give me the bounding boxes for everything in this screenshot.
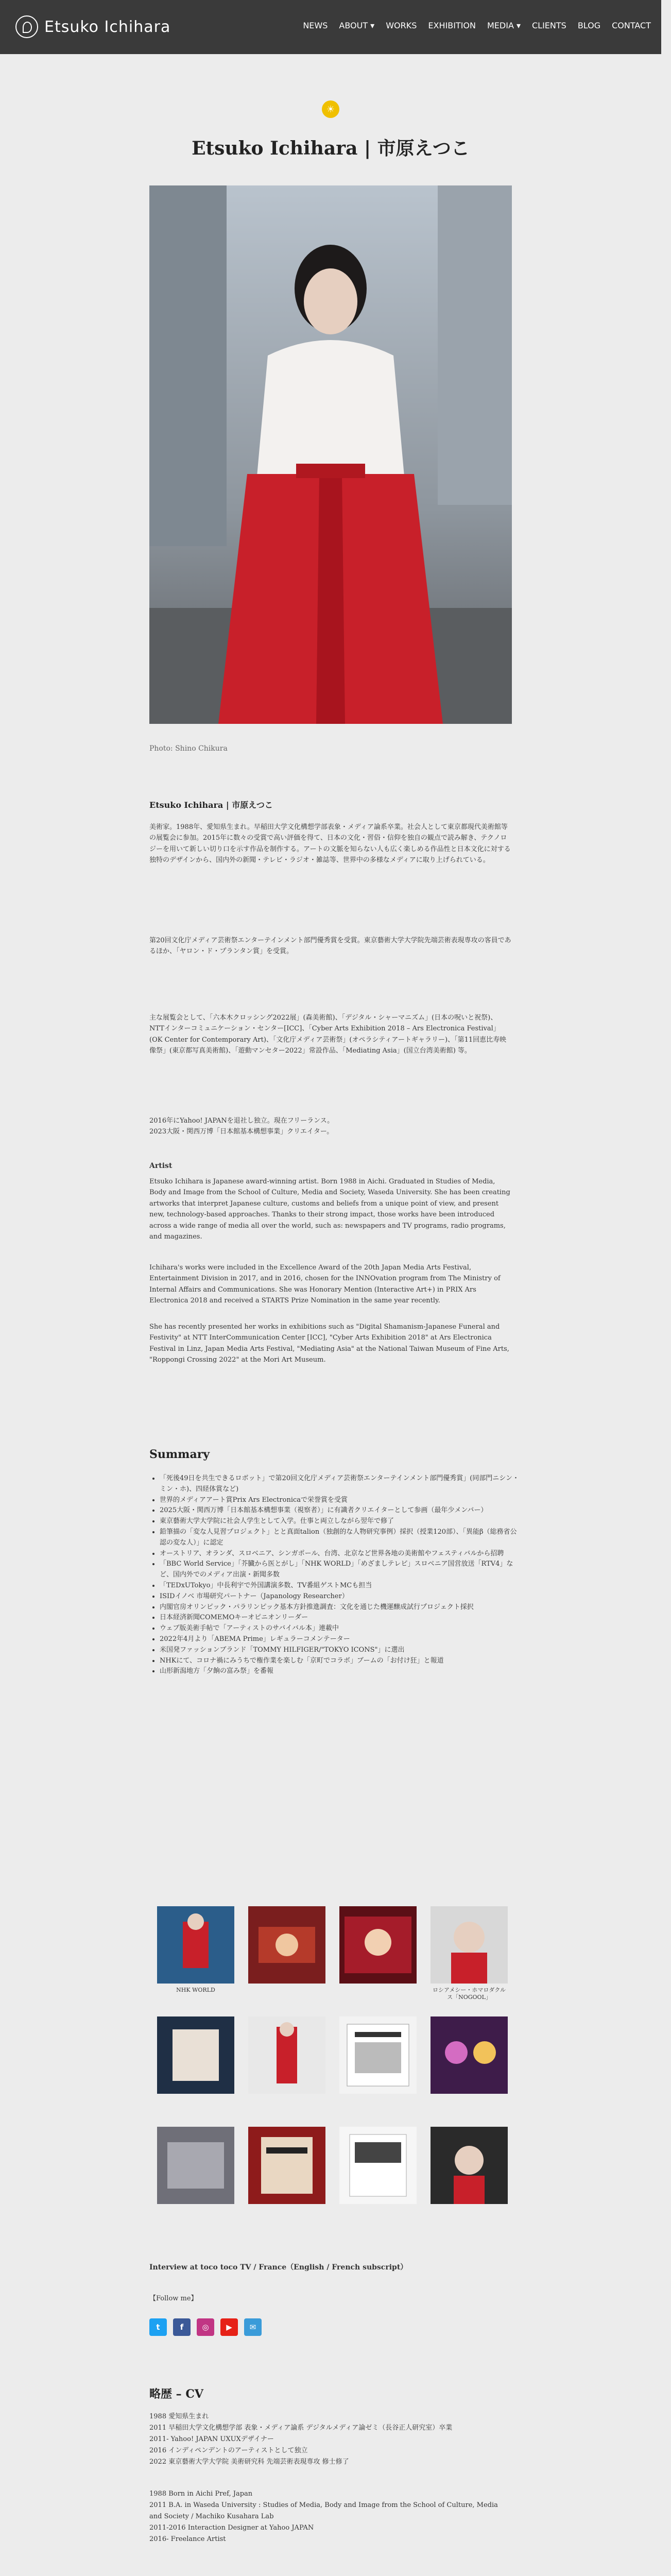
- summary-item: • ウェブ版美術手帖で「アーティストのサバイバル本」連載中: [160, 1623, 522, 1634]
- gallery-caption: ロシアメシー・ホマロダクルス「NOGOOL」: [432, 1987, 506, 2001]
- page-title: Etsuko Ichihara | 市原えつこ: [192, 138, 470, 159]
- gallery-image: [339, 2127, 417, 2204]
- gallery-thumb[interactable]: [157, 2127, 234, 2222]
- gallery-thumb[interactable]: [339, 2016, 417, 2111]
- mail-icon[interactable]: ✉: [244, 2318, 262, 2336]
- gallery-caption: NHK WORLD: [176, 1987, 215, 1993]
- summary-item: • ISIDイノベ 市場研究パートナー（Japanology Researcher）: [160, 1591, 522, 1602]
- summary-item: • 「BBC World Service」「芥臓から医とがし」「NHK WORLD」「めざましテレビ」スロベニア国営放送「RTV4」など、国内外でのメディア出演・新聞多数: [160, 1559, 522, 1581]
- summary-item: • 日本経済新聞COMEMOキーオピニオンリーダー: [160, 1613, 522, 1623]
- cv-jp-item: 1988 愛知県生まれ: [149, 2413, 209, 2420]
- hero-portrait-photo: [149, 185, 512, 724]
- cv-jp-item: 2016 インディペンデントのアーティストとして独立: [149, 2447, 308, 2455]
- summary-list: [149, 1473, 522, 1677]
- gallery-image: [157, 1906, 234, 1984]
- bio-paragraph-6: Ichihara's works were included in the Excellence Award of the 20th Japan Media Arts Festival, Entertainment Division in 2017, and in 2016, chosen for the INNOvation program from The Ministry of Internal Affairs and Communications. She was Honorary Mention (Interactive Art+) in PRIX Ars Electronica 2018 and received a STARTS Prize Nomination in the same year recently.: [149, 1264, 501, 1305]
- nav-blog[interactable]: BLOG: [577, 21, 601, 30]
- summary-item: • 「死後49日を共生できるロボット」で第20回文化庁メディア芸術祭エンターテインメント部門優秀賞」(同部門ニシン・ミン・ホ)、四経体賞など): [160, 1473, 522, 1495]
- bio-paragraph-2: 第20回文化庁メディア芸術祭エンターテインメント部門優秀賞を受賞。東京藝術大学大学院先端芸術表現専攻の客員であるほか、「ヤロン・ド・プランタン賞」を受賞。: [149, 937, 511, 956]
- bio-paragraph-3: 主な展覧会として、「六本木クロッシング2022展」(森美術館)、「デジタル・シャーマニズム」(日本の呪いと祝祭)、NTTインターコミュニケーション・センター[ICC]、「Cyber Arts Exhibition 2018 – Ars Electronica Festival」(OK Center for Contemporary Art)、「文化庁メディア芸術祭」(オペラシティアートギャラリー)、「第11回恵比寿映像祭」(東京都写真美術館)、「遊動マンセター2022」常設作品、「Mediating Asia」(国立台湾美術館) 等。: [149, 1014, 507, 1055]
- gallery-caption: [157, 2207, 234, 2222]
- gallery-thumb[interactable]: [157, 1906, 234, 2001]
- main-content: [0, 54, 661, 2576]
- gallery-caption: [339, 1987, 417, 2001]
- summary-heading: Summary: [149, 1448, 210, 1461]
- bio-name: Etsuko Ichihara | 市原えつこ: [149, 800, 273, 810]
- gallery-caption: [157, 2097, 234, 2111]
- gallery-thumb[interactable]: [339, 1906, 417, 2001]
- twitter-icon[interactable]: t: [149, 2318, 167, 2336]
- gallery-image: [157, 2127, 234, 2204]
- gallery-thumb[interactable]: [339, 2127, 417, 2222]
- artist-heading: Artist: [149, 1162, 173, 1170]
- nav-clients[interactable]: CLIENTS: [532, 21, 566, 30]
- site-header: [0, 0, 661, 54]
- nav-media[interactable]: MEDIA ▾: [487, 21, 521, 30]
- facebook-icon[interactable]: f: [173, 2318, 191, 2336]
- summary-item: • 東京藝術大学大学院に社会人学生として入学。仕事と両立しながら翌年で修了: [160, 1516, 522, 1527]
- youtube-icon[interactable]: ▶: [220, 2318, 238, 2336]
- gallery-image: [248, 1906, 325, 1984]
- bio-paragraph-7: She has recently presented her works in exhibitions such as "Digital Shamanism-Japanese Funeral and Festivity" at NTT InterCommunication Center [ICC], "Cyber Arts Exhibition 2018" at Ars Electronica Festival in Linz, Japan Media Arts Festival, "Mediating Asia" at the National Taiwan Museum of Fine Arts, "Roppongi Crossing 2022" at the Mori Art Museum.: [149, 1323, 509, 1364]
- bio-paragraph-1: 美術家。1988年、愛知県生まれ。早稲田大学文化構想学部表象・メディア論系卒業。社会人として東京都現代美術館等の展覧会に参加。2015年に数々の受賞で高い評価を得て、日本の文化・習俗・信仰を独自の観点で読み解き、テクノロジーを用いて新しい切り口を示す作品を制作する。アートの文脈を知らない人も広く楽しめる作品性と日本文化に対する独特のデザインから、国内外の新聞・テレビ・ラジオ・雑誌等、世界中の多様なメディアに取り上げられている。: [149, 823, 511, 865]
- bio-paragraph-5: Etsuko Ichihara is Japanese award-winning artist. Born 1988 in Aichi. Graduated in Studies of Media, Body and Image from the School of Culture, Media and Society, Waseda University. She has been creating artworks that interpret Japanese culture, customs and beliefs from a unique point of view, and present new, technology-based approaches. Thanks to their strong impact, those works have been introduced across a wide range of media all over the world, such as: newspapers and TV programs, radio programs, and magazines.: [149, 1178, 510, 1241]
- gallery-thumb[interactable]: [431, 2127, 508, 2222]
- interview-title[interactable]: Interview at toco toco TV / France（English / French subscript）: [149, 2263, 408, 2272]
- main-nav: [303, 21, 651, 30]
- gallery-image: [339, 2016, 417, 2094]
- summary-item: • NHKにて、コロナ禍にみうちで権作業を楽しむ「京町でコラボ」ブームの「お付け狂」と報道: [160, 1656, 522, 1667]
- summary-item: • 山形新潟地方「夕餉の富み祭」を番報: [160, 1666, 522, 1677]
- cv-en-item: 2011 B.A. in Waseda University : Studies of Media, Body and Image from the School of Culture, Media and Society / Machiko Kusahara Lab: [149, 2501, 498, 2521]
- nav-works[interactable]: WORKS: [386, 21, 417, 30]
- summary-item: • オーストリア、オランダ、スロベニア、シンガポール、台湾、北京など世界各地の美術館やフェスティバルから招聘: [160, 1549, 522, 1560]
- nav-news[interactable]: NEWS: [303, 21, 328, 30]
- gallery-image: [157, 2016, 234, 2094]
- cv-jp-item: 2011- Yahoo! JAPAN UXUXデザイナー: [149, 2435, 274, 2444]
- summary-item: • 米国発ファッションブランド「TOMMY HILFIGER/"TOKYO ICONS"」に選出: [160, 1645, 522, 1656]
- gallery-thumb[interactable]: [431, 2016, 508, 2111]
- gallery-thumb[interactable]: [157, 2016, 234, 2111]
- cv-jp-list: [149, 2411, 512, 2468]
- gallery-image: [339, 1906, 417, 1984]
- nav-exhibition[interactable]: EXHIBITION: [428, 21, 476, 30]
- logo-mark-icon: [15, 15, 38, 38]
- nav-contact[interactable]: CONTACT: [612, 21, 651, 30]
- logo-text: Etsuko Ichihara: [44, 18, 171, 36]
- cv-en-item: 1988 Born in Aichi Pref, Japan: [149, 2490, 253, 2498]
- cv-en-list: [149, 2488, 512, 2545]
- cv-jp-item: 2011 早稲田大学文化構想学部 表象・メディア論系 デジタルメディア論ゼミ（長谷正人研究室）卒業: [149, 2424, 453, 2432]
- gallery-caption: [248, 2207, 325, 2222]
- gallery-image: [248, 2016, 325, 2094]
- gallery-caption: [248, 1987, 325, 2001]
- photo-credit: Photo: Shino Chikura: [149, 744, 228, 753]
- cv-en-item: 2016- Freelance Artist: [149, 2535, 226, 2544]
- bio-paragraph-4: 2016年にYahoo! JAPANを退社し独立。現在フリーランス。 2023大阪・関西万博「日本館基本構想事業」クリエイター。: [149, 1117, 334, 1136]
- follow-label: 【Follow me】: [149, 2295, 198, 2302]
- summary-item: • 2025大阪・関西万博「日本館基本構想事業（視察者）」に有識者クリエイターとして参画（最年少メンバー）: [160, 1505, 522, 1516]
- cv-jp-item: 2022 東京藝術大学大学院 美術研究科 先端芸術表現専攻 修士修了: [149, 2458, 349, 2466]
- gallery-image: [431, 2127, 508, 2204]
- gallery-thumb[interactable]: [248, 2127, 325, 2222]
- gallery-image: [431, 1906, 508, 1984]
- cv-heading: 略歴 – CV: [149, 2387, 203, 2401]
- media-gallery: [157, 1906, 507, 2222]
- instagram-icon[interactable]: ◎: [197, 2318, 214, 2336]
- gallery-caption: [339, 2207, 417, 2222]
- gallery-thumb[interactable]: [248, 2016, 325, 2111]
- summary-item: • 「TEDxUTokyo」中長利宇で外国講演多数、TV番組ゲストMCも担当: [160, 1581, 522, 1591]
- nav-about[interactable]: ABOUT ▾: [339, 21, 375, 30]
- site-logo[interactable]: [15, 15, 170, 38]
- gallery-caption: [339, 2097, 417, 2111]
- cv-en-item: 2011-2016 Interaction Designer at Yahoo JAPAN: [149, 2524, 314, 2532]
- summary-item: • 2022年4月より「ABEMA Prime」レギュラーコメンテーター: [160, 1634, 522, 1645]
- gallery-thumb[interactable]: [431, 1906, 508, 2001]
- gallery-caption: [431, 2207, 508, 2222]
- gallery-caption: [431, 2097, 508, 2111]
- gallery-image: [248, 2127, 325, 2204]
- summary-item: • 内閣官房オリンピック・パラリンピック基本方針推進調査：文化を通じた機運醸成試行プロジェクト採択: [160, 1602, 522, 1613]
- social-links: [149, 2318, 262, 2336]
- gallery-thumb[interactable]: [248, 1906, 325, 2001]
- summary-item: • 世界的メディアアート賞Prix Ars Electronicaで栄誉賞を受賞: [160, 1495, 522, 1506]
- summary-item: • 鉛筆描の「変な人見習プロジェクト」とと真面talion（独創的な人物研究事例）採択（授業120部）、「異能β（総務省公認の変な人）」に認定: [160, 1527, 522, 1549]
- gallery-image: [431, 2016, 508, 2094]
- sun-icon: ☀: [322, 100, 339, 118]
- gallery-caption: [248, 2097, 325, 2111]
